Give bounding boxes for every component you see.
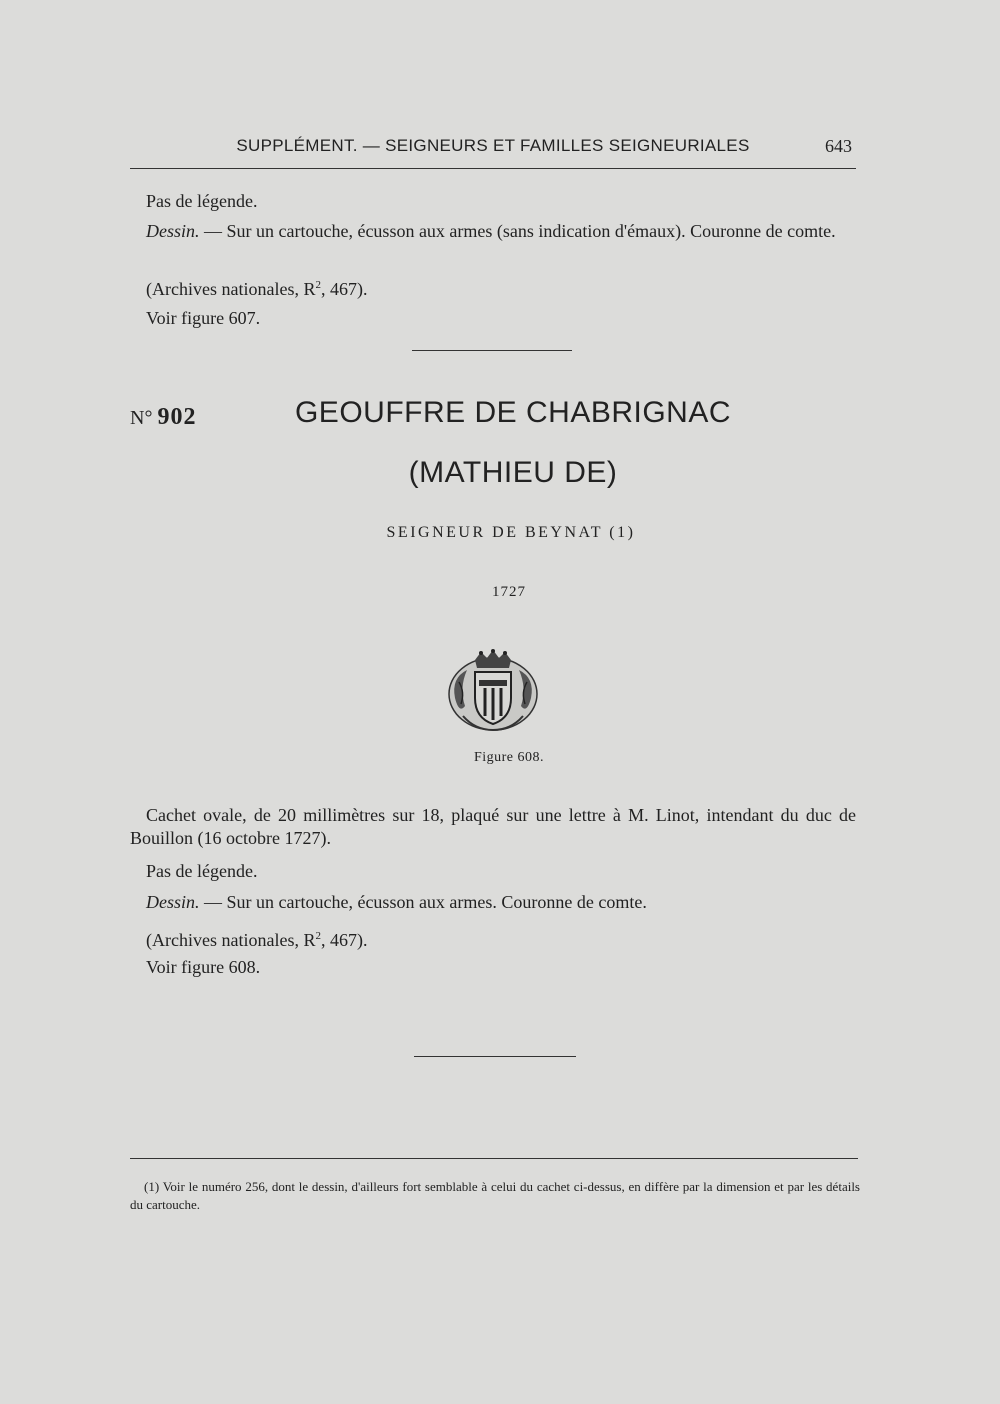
archive-prefix-top: (Archives nationales, R — [146, 279, 316, 299]
see-figure-top: Voir figure 607. — [146, 308, 261, 328]
footnote-rule — [130, 1158, 858, 1159]
seal-figure-image — [445, 648, 541, 734]
drawing-text: — Sur un cartouche, écusson aux armes. Couronne de comte. — [199, 892, 647, 912]
section-divider-top — [412, 350, 572, 351]
archive-prefix: (Archives nationales, R — [146, 930, 316, 950]
figure-caption: Figure 608. — [473, 750, 545, 765]
archive-suffix: , 467). — [320, 930, 368, 950]
archive-ref-top — [130, 274, 856, 301]
see-figure: Voir figure 608. — [146, 957, 261, 977]
drawing-paragraph-top — [130, 220, 856, 243]
page-number: 643 — [825, 136, 852, 156]
drawing-text-top: — Sur un cartouche, écusson aux armes (sans indication d'émaux). Couronne de comte. — [199, 221, 836, 241]
legend-line: Pas de légende. — [146, 861, 258, 881]
legend-line-top: Pas de légende. — [146, 191, 258, 211]
section-divider-bottom — [414, 1056, 576, 1057]
entry-number-prefix: N° — [130, 407, 153, 429]
entry-year: 1727 — [492, 584, 526, 600]
running-header — [130, 136, 856, 164]
drawing-label: Dessin. — [146, 892, 200, 912]
archive-sup-top: 2 — [315, 279, 321, 291]
footnote: (1) Voir le numéro 256, dont le dessin, d'ailleurs fort semblable à celui du cachet ci-dessus, en diffère par la dimension et par les détails du cartouche. — [130, 1179, 860, 1212]
archive-sup: 2 — [315, 930, 321, 942]
drawing-paragraph — [130, 891, 856, 914]
entry-number-value: 902 — [157, 404, 197, 430]
archive-ref — [130, 925, 856, 952]
entry-name-line1: GEOUFFRE DE CHABRIGNAC — [294, 396, 732, 429]
entry-name-line2: (MATHIEU DE) — [408, 456, 618, 489]
drawing-label-top: Dessin. — [146, 221, 200, 241]
header-rule — [130, 168, 856, 169]
archive-suffix-top: , 467). — [320, 279, 368, 299]
entry-subtitle: SEIGNEUR DE BEYNAT (1) — [386, 524, 636, 541]
description-paragraph: Cachet ovale, de 20 millimètres sur 18, plaqué sur une lettre à M. Linot, intendant du duc de Bouillon (16 octobre 1727). — [130, 805, 856, 848]
running-title: SUPPLÉMENT. — SEIGNEURS ET FAMILLES SEIGNEURIALES — [236, 136, 750, 155]
